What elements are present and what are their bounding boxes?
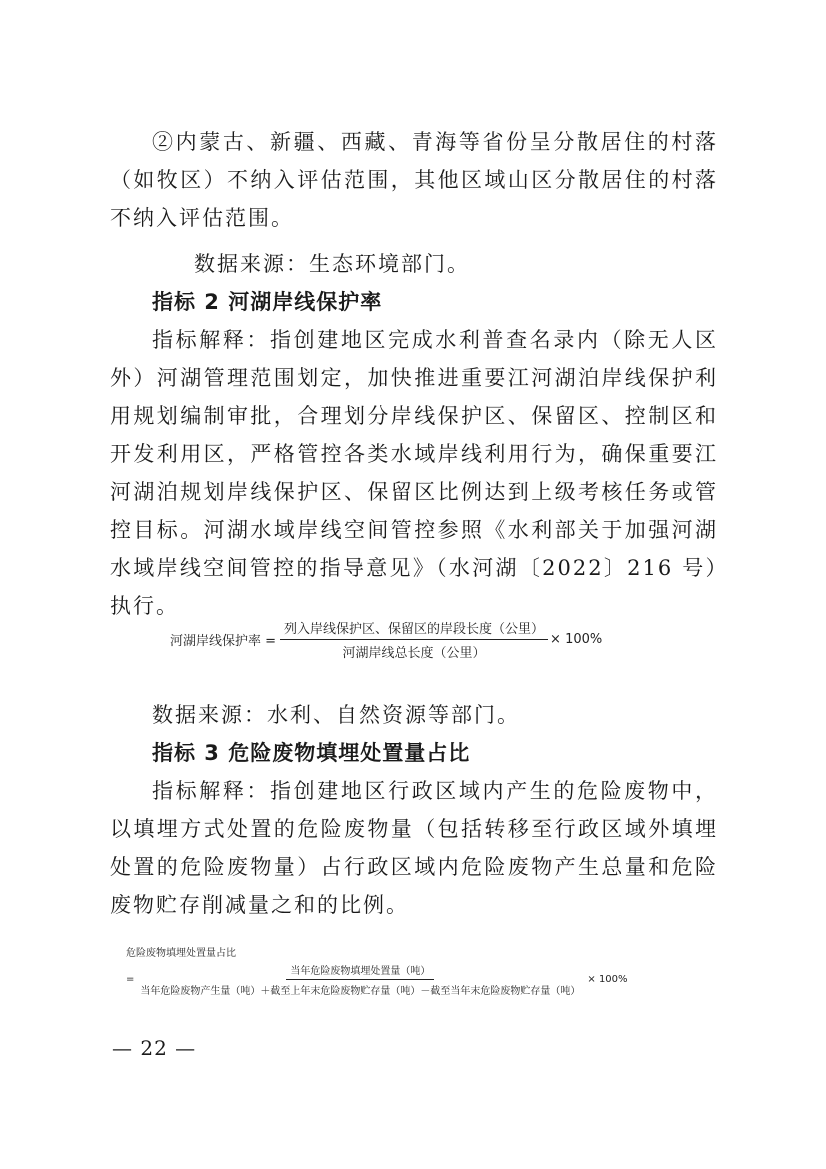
formula-denominator: 河湖岸线总长度（公里） [342, 646, 486, 661]
indicator-2-heading: 指标 2 河湖岸线保护率 [152, 290, 383, 314]
indicator-3-explanation: 指标解释：指创建地区行政区域内产生的危险废物中，以填埋方式处置的危险废物量（包括转移至行政区域外填埋处置的危险废物量）占行政区域内危险废物产生总量和危险废物贮存削减量之和的比例。 [110, 779, 718, 917]
note-paragraph: ②内蒙古、新疆、西藏、青海等省份呈分散居住的村落（如牧区）不纳入评估范围，其他区域山区分散居住的村落不纳入评估范围。 [110, 130, 718, 230]
formula-numerator: 当年危险废物填埋处置量（吨） [286, 962, 434, 980]
indicator-3-formula [126, 962, 628, 997]
indicator-3-heading: 指标 3 危险废物填埋处置量占比 [152, 741, 471, 765]
indicator-2-formula [170, 618, 602, 661]
formula-numerator: 列入岸线保护区、保留区的岸段长度（公里） [280, 618, 548, 640]
formula-fraction [280, 618, 548, 661]
formula-multiplier: × 100% [587, 974, 628, 985]
formula-fraction [136, 962, 584, 997]
data-source-text: 数据来源：生态环境部门。 [194, 252, 470, 276]
formula-lhs: 河湖岸线保护率 = [170, 634, 277, 649]
formula-multiplier: × 100% [550, 632, 603, 647]
formula-equals: = [126, 974, 135, 985]
indicator-3-formula-label: 危险废物填埋处置量占比 [126, 948, 236, 959]
page-number: — 22 — [112, 1036, 197, 1060]
data-source-text: 数据来源：水利、自然资源等部门。 [152, 703, 520, 727]
formula-denominator: 当年危险废物产生量（吨）＋截至上年末危险废物贮存量（吨）－截至当年末危险废物贮存量（吨） [140, 986, 581, 997]
indicator-2-explanation: 指标解释：指创建地区完成水利普查名录内（除无人区外）河湖管理范围划定，加快推进重要江河湖泊岸线保护利用规划编制审批，合理划分岸线保护区、保留区、控制区和开发利用区，严格管控各类水域岸线利用行为，确保重要江河湖泊规划岸线保护区、保留区比例达到上级考核任务或管控目标。河湖水域岸线空间管控参照《水利部关于加强河湖水域岸线空间管控的指导意见》（水河湖〔2022〕216 号）执行。 [110, 328, 718, 618]
